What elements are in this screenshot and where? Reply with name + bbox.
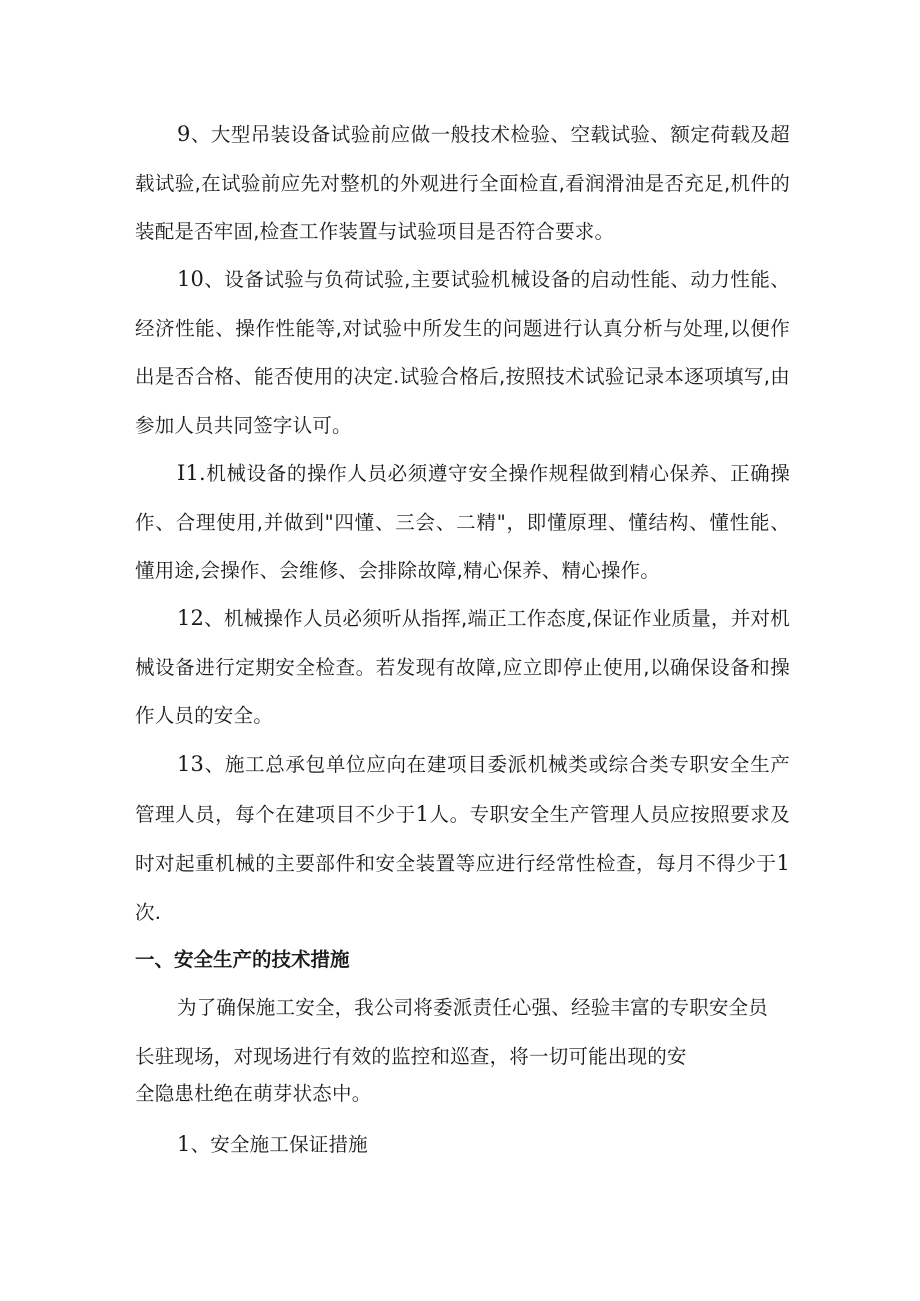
paragraph-9 [135, 110, 790, 257]
intro-line-2: 长驻现场，对现场进行有效的监控和巡查，将一切可能出现的安 [135, 1045, 687, 1068]
paragraph-11-number: I1. [177, 461, 206, 485]
paragraph-11 [135, 449, 790, 596]
paragraph-13-number-b: 1 [415, 801, 430, 826]
paragraph-10-number: 10 [177, 267, 205, 291]
subsection-text: 、安全施工保证措施 [190, 1133, 368, 1156]
paragraph-12 [135, 594, 790, 741]
paragraph-13-text-a: 、施工总承包单位应向在建项目委派机械类或综合类专职安全生产管理人员，每个在建项目不少于 [135, 753, 790, 826]
paragraph-12-number: 12 [177, 606, 205, 630]
paragraph-13-text-b: 人。专职安全生产管理人员应按照要求及时对起重机械的主要部件和安全装置等应进行经常性检查，每月不得少于 [135, 802, 790, 875]
paragraph-10 [135, 255, 790, 450]
intro-line-3: 全隐患杜绝在萌芽状态中。 [135, 1082, 372, 1105]
paragraph-12-text: 、机械操作人员必须听从指挥,端正工作态度,保证作业质量，并对机械设备进行定期安全检查。若发现有故障,应立即停止使用,以确保设备和操作人员的安全。 [135, 607, 790, 727]
subsection-heading [177, 1120, 368, 1170]
paragraph-9-text: 、大型吊装设备试验前应做一般技术检验、空载试验、额定荷载及超载试验,在试验前应先对整机的外观进行全面检直,看润滑油是否充足,机件的装配是否牢固,检查工作装置与试验项目是否符合要求。 [135, 123, 790, 243]
subsection-number: 1 [177, 1132, 191, 1156]
paragraph-13-text-c: 次. [135, 900, 162, 924]
paragraph-13 [135, 740, 790, 937]
paragraph-10-text: 、设备试验与负荷试验,主要试验机械设备的启动性能、动力性能、经济性能、操作性能等,对试验中所发生的问题进行认真分析与处理,以便作出是否合格、能否使用的决定.试验合格后,按照技术试验记录本逐项填写,由参加人员共同签字认可。 [135, 268, 790, 437]
section-heading: 一、安全生产的技术措施 [135, 948, 350, 971]
intro-line-1: 为了确保施工安全，我公司将委派责任心强、经验丰富的专职安全员 [177, 996, 769, 1019]
paragraph-11-text: 机械设备的操作人员必须遵守安全操作规程做到精心保养、正确操作、合理使用,并做到"四懂、三会、二精"，即懂原理、懂结构、懂性能、懂用途,会操作、会维修、会排除故障,精心保养、精心操作。 [135, 462, 790, 582]
paragraph-9-number: 9 [177, 122, 191, 146]
paragraph-13-number: 13 [177, 752, 205, 776]
paragraph-13-number-c: 1 [776, 851, 790, 875]
